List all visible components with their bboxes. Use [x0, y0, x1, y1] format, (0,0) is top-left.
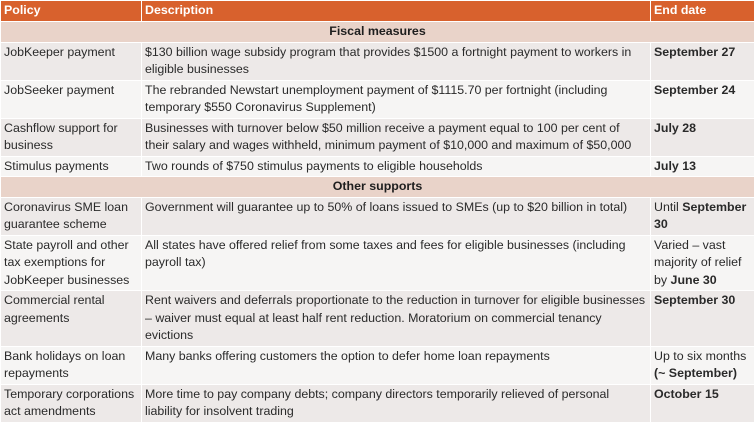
table-row	[1, 80, 754, 118]
end-date-value: July 28	[654, 121, 696, 135]
header-policy: Policy	[1, 1, 142, 22]
end-date-cell	[651, 80, 754, 118]
end-date-cell	[651, 346, 754, 384]
header-end-date: End date	[651, 1, 754, 22]
policy-cell: JobKeeper payment	[1, 42, 142, 80]
table-row	[1, 156, 754, 177]
policy-cell: State payroll and other tax exemptions for JobKeeper businesses	[1, 235, 142, 291]
section-title: Other supports	[1, 177, 754, 198]
section-row-other-supports	[1, 177, 754, 198]
description-cell: Many banks offering customers the option to defer home loan repayments	[142, 346, 651, 384]
table-row	[1, 235, 754, 291]
end-date-value: June 30	[671, 273, 717, 287]
table-row	[1, 291, 754, 347]
table-row	[1, 197, 754, 235]
end-date-value: September 30	[654, 293, 735, 307]
description-cell: More time to pay company debts; company directors temporarily relieved of personal liability for insolvent trading	[142, 384, 651, 422]
end-date-cell	[651, 291, 754, 347]
end-date-prefix: Until	[654, 200, 679, 214]
description-cell: Rent waivers and deferrals proportionate to the reduction in turnover for eligible businesses – waiver must equal at least half rent reduction. Moratorium on commercial tenancy evictions	[142, 291, 651, 347]
end-date-value: July 13	[654, 159, 696, 173]
end-date-prefix: Varied – vast majority of relief by	[654, 238, 741, 287]
end-date-value: (~ September)	[654, 366, 737, 380]
end-date-cell	[651, 118, 754, 156]
end-date-value: September 24	[654, 83, 735, 97]
end-date-cell	[651, 42, 754, 80]
table-row	[1, 42, 754, 80]
policy-cell: Bank holidays on loan repayments	[1, 346, 142, 384]
end-date-value: September 30	[654, 200, 746, 232]
table-row	[1, 118, 754, 156]
end-date-cell	[651, 197, 754, 235]
policy-cell: JobSeeker payment	[1, 80, 142, 118]
description-cell: Two rounds of $750 stimulus payments to eligible households	[142, 156, 651, 177]
end-date-cell	[651, 235, 754, 291]
policy-cell: Cashflow support for business	[1, 118, 142, 156]
header-description: Description	[142, 1, 651, 22]
policy-cell: Commercial rental agreements	[1, 291, 142, 347]
policy-cell: Stimulus payments	[1, 156, 142, 177]
description-cell: Government will guarantee up to 50% of loans issued to SMEs (up to $20 billion in total)	[142, 197, 651, 235]
table-row	[1, 346, 754, 384]
policy-cell: Temporary corporations act amendments	[1, 384, 142, 422]
section-title: Fiscal measures	[1, 22, 754, 43]
end-date-cell	[651, 384, 754, 422]
end-date-cell	[651, 156, 754, 177]
end-date-prefix: Up to six months	[654, 349, 746, 363]
description-cell: All states have offered relief from some taxes and fees for eligible businesses (including payroll tax)	[142, 235, 651, 291]
end-date-value: October 15	[654, 387, 719, 401]
description-cell: The rebranded Newstart unemployment payment of $1115.70 per fortnight (including temporary $550 Coronavirus Supplement)	[142, 80, 651, 118]
description-cell: Businesses with turnover below $50 million receive a payment equal to 100 per cent of their salary and wages withheld, minimum payment of $10,000 and maximum of $50,000	[142, 118, 651, 156]
table-row	[1, 384, 754, 422]
end-date-value: September 27	[654, 45, 735, 59]
description-cell: $130 billion wage subsidy program that provides $1500 a fortnight payment to workers in eligible businesses	[142, 42, 651, 80]
section-row-fiscal-measures	[1, 22, 754, 43]
policy-cell: Coronavirus SME loan guarantee scheme	[1, 197, 142, 235]
header-row	[1, 1, 754, 22]
